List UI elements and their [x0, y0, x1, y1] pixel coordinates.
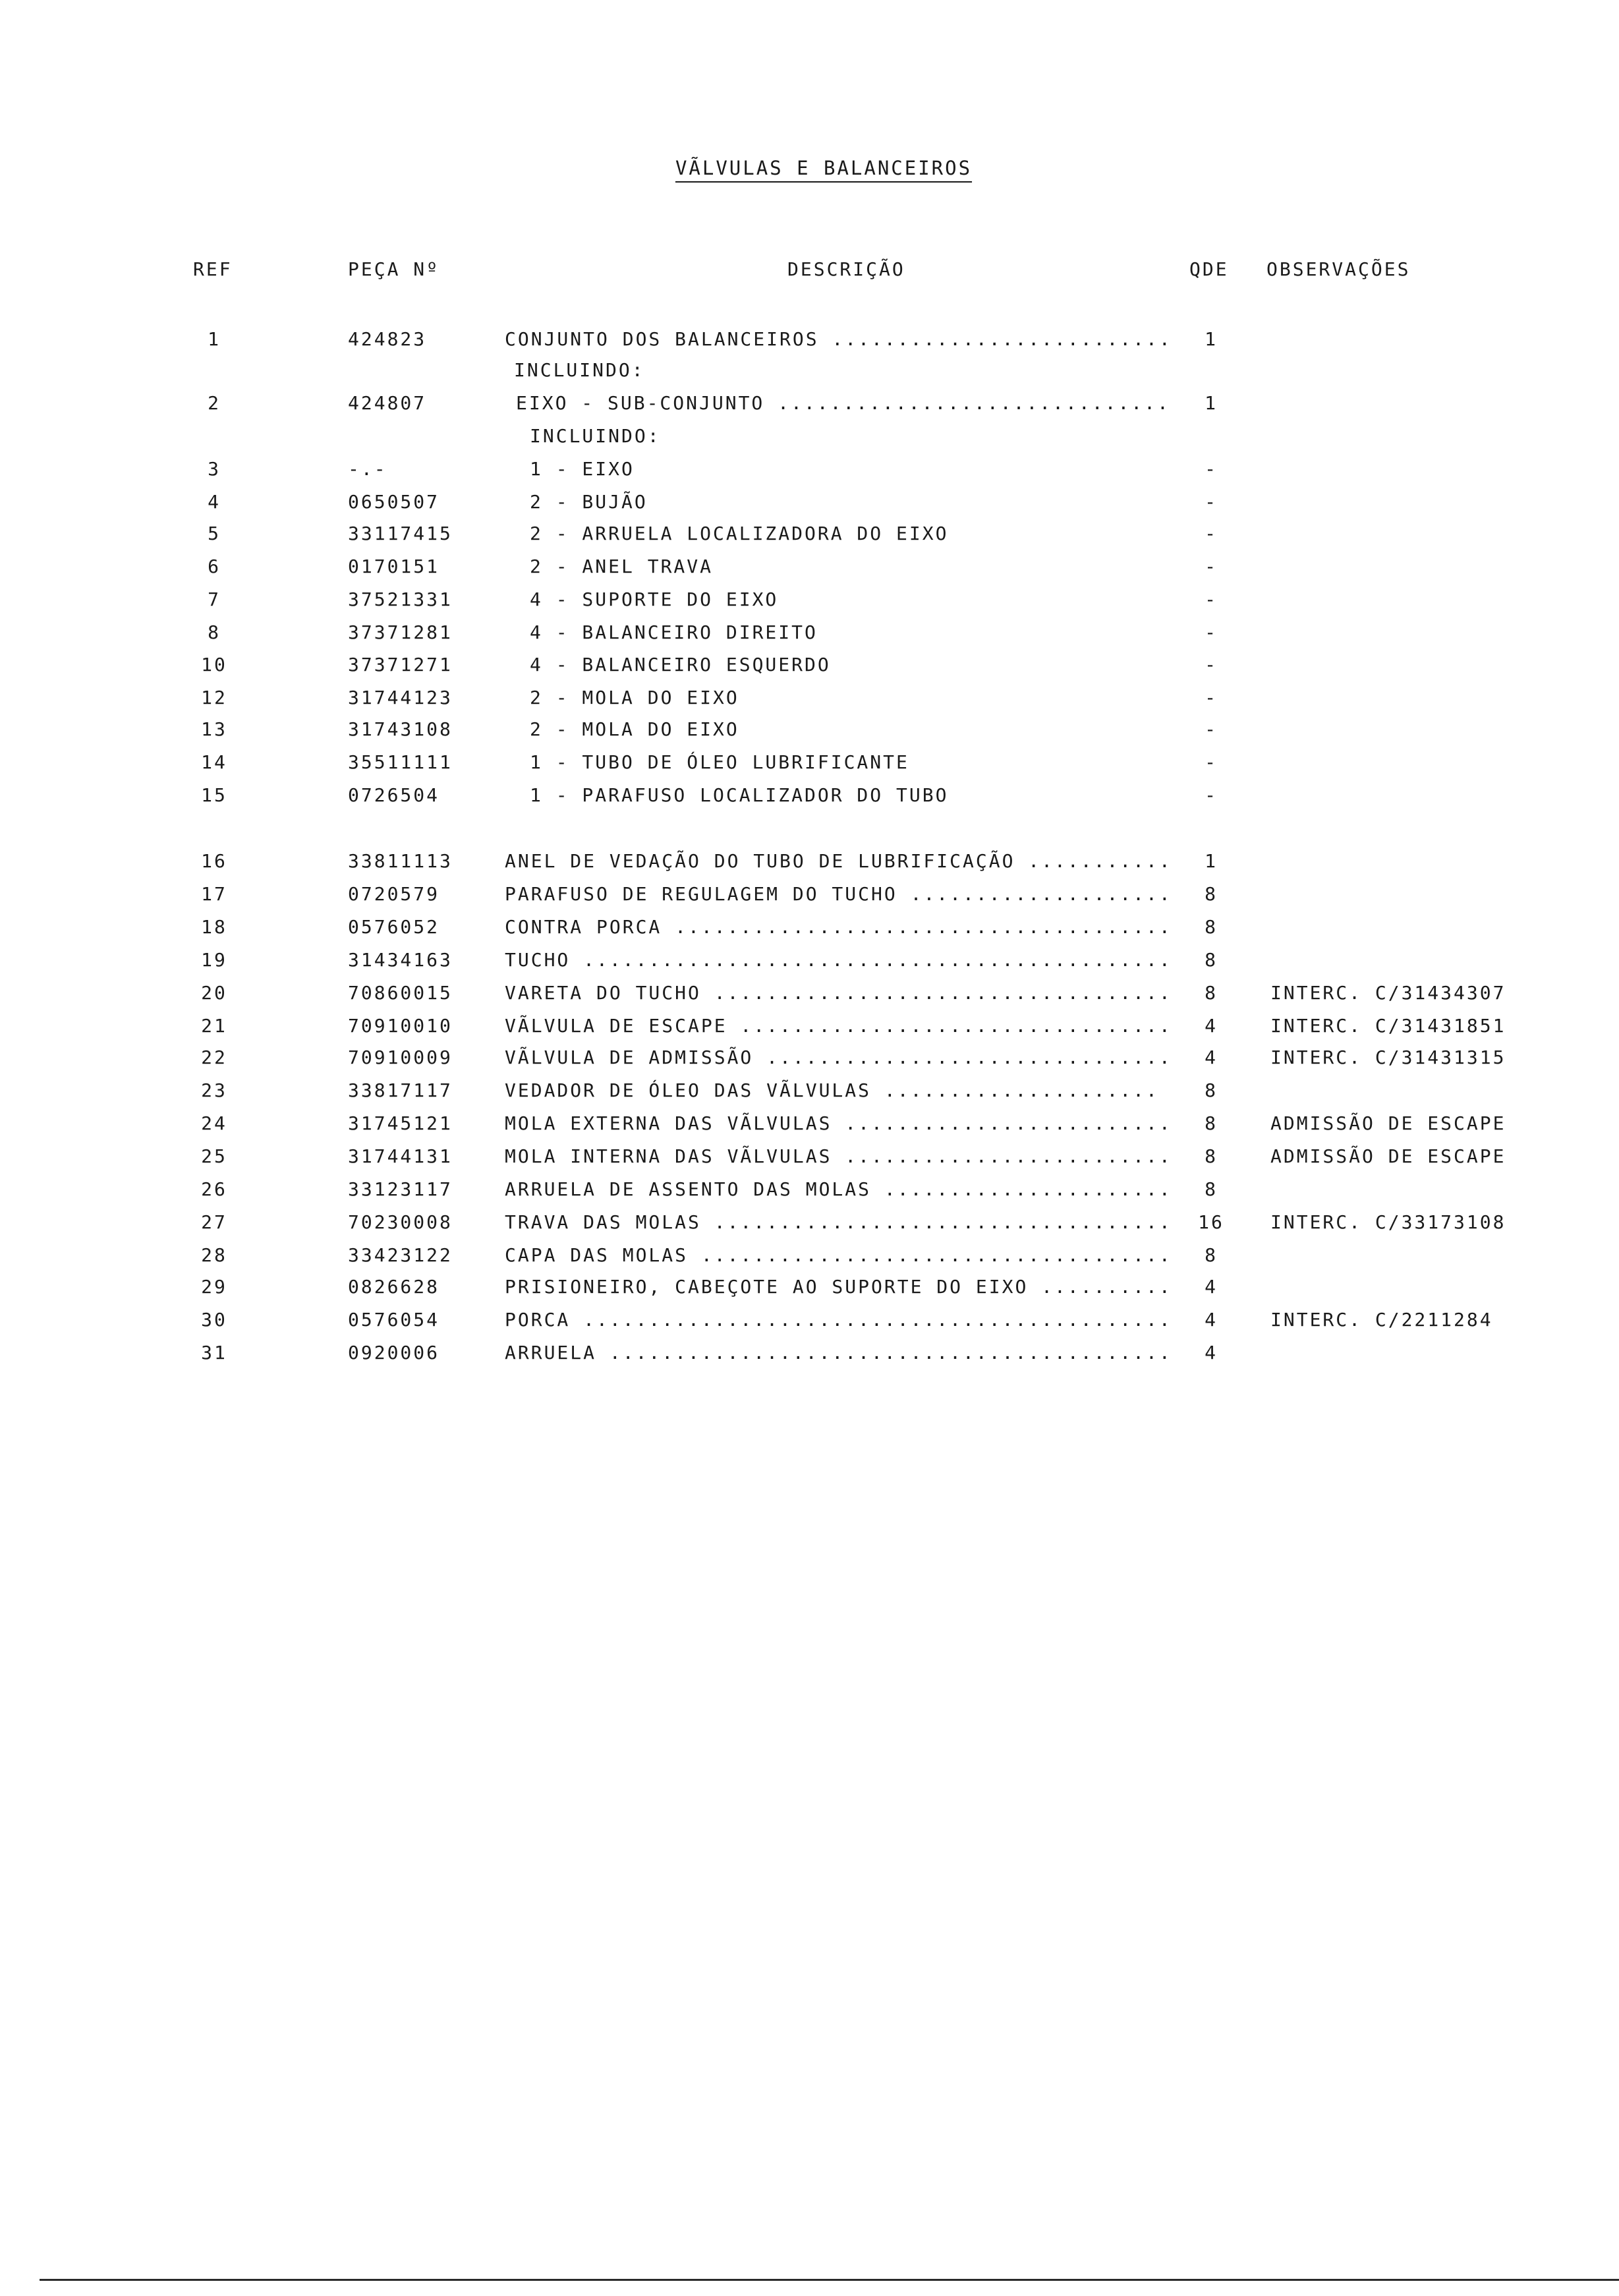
quantity-cell: 1 [1205, 850, 1218, 872]
ref-cell: 19 [201, 949, 227, 971]
header-quantity: QDE [1189, 258, 1229, 280]
part-number-cell: 31744131 [348, 1145, 453, 1167]
ref-cell: 15 [201, 784, 227, 806]
part-number-cell: -.- [348, 458, 387, 480]
part-number-cell: 70860015 [348, 982, 453, 1004]
description-cell: VEDADOR DE ÓLEO DAS VÃLVULAS ..................... [505, 1079, 1159, 1101]
description-cell: 4 - SUPORTE DO EIXO [530, 588, 779, 610]
ref-cell: 21 [201, 1015, 227, 1037]
table-row [0, 425, 1619, 458]
description-cell: VARETA DO TUCHO ................................... [505, 982, 1172, 1004]
part-number-cell: 37371271 [348, 654, 453, 675]
description-cell: TUCHO ............................................. [505, 949, 1172, 971]
quantity-cell: 4 [1205, 1276, 1218, 1298]
quantity-cell: - [1205, 523, 1218, 544]
description-cell: 2 - MOLA DO EIXO [530, 718, 739, 740]
table-row [0, 556, 1619, 588]
description-cell: INCLUINDO: [514, 359, 645, 381]
table-row [0, 916, 1619, 949]
part-number-cell: 0920006 [348, 1342, 440, 1363]
ref-cell: 24 [201, 1112, 227, 1134]
quantity-cell: 8 [1205, 1079, 1218, 1101]
part-number-cell: 0170151 [348, 556, 440, 577]
quantity-cell: 8 [1205, 1178, 1218, 1200]
description-cell: 1 - EIXO [530, 458, 635, 480]
table-row [0, 751, 1619, 784]
ref-cell: 26 [201, 1178, 227, 1200]
table-row [0, 883, 1619, 916]
part-number-cell: 37521331 [348, 588, 453, 610]
table-row [0, 1309, 1619, 1342]
description-cell: 2 - ARRUELA LOCALIZADORA DO EIXO [530, 523, 949, 544]
part-number-cell: 33811113 [348, 850, 453, 872]
description-cell: ARRUELA ........................................... [505, 1342, 1172, 1363]
quantity-cell: - [1205, 458, 1218, 480]
part-number-cell: 31434163 [348, 949, 453, 971]
description-cell: PORCA ............................................. [505, 1309, 1172, 1331]
header-observations: OBSERVAÇÕES [1266, 258, 1411, 280]
part-number-cell: 0576054 [348, 1309, 440, 1331]
ref-cell: 8 [208, 621, 221, 643]
observation-cell: INTERC. C/31434307 [1270, 982, 1506, 1004]
description-cell: VÃLVULA DE ESCAPE ................................. [505, 1015, 1172, 1037]
part-number-cell: 0726504 [348, 784, 440, 806]
description-cell: 2 - ANEL TRAVA [530, 556, 714, 577]
description-cell: 1 - PARAFUSO LOCALIZADOR DO TUBO [530, 784, 949, 806]
description-cell: CONJUNTO DOS BALANCEIROS .......................... [505, 328, 1172, 350]
table-row [0, 654, 1619, 687]
table-row [0, 621, 1619, 654]
description-cell: VÃLVULA DE ADMISSÃO ............................... [505, 1047, 1172, 1068]
quantity-cell: - [1205, 654, 1218, 675]
ref-cell: 2 [208, 392, 221, 414]
part-number-cell: 33423122 [348, 1244, 453, 1266]
part-number-cell: 70910009 [348, 1047, 453, 1068]
table-row [0, 784, 1619, 817]
ref-cell: 22 [201, 1047, 227, 1068]
part-number-cell: 0576052 [348, 916, 440, 938]
table-row [0, 392, 1619, 425]
ref-cell: 28 [201, 1244, 227, 1266]
ref-cell: 14 [201, 751, 227, 773]
description-cell: INCLUINDO: [530, 425, 661, 447]
description-cell: MOLA INTERNA DAS VÃLVULAS ......................... [505, 1145, 1172, 1167]
ref-cell: 1 [208, 328, 221, 350]
quantity-cell: 8 [1205, 1112, 1218, 1134]
quantity-cell: 16 [1198, 1211, 1224, 1233]
ref-cell: 6 [208, 556, 221, 577]
table-row [0, 718, 1619, 751]
table-row [0, 949, 1619, 982]
ref-cell: 4 [208, 491, 221, 513]
quantity-cell: - [1205, 687, 1218, 708]
part-number-cell: 31743108 [348, 718, 453, 740]
description-cell: PARAFUSO DE REGULAGEM DO TUCHO .................... [505, 883, 1172, 905]
part-number-cell: 33117415 [348, 523, 453, 544]
table-row [0, 982, 1619, 1015]
description-cell: 2 - MOLA DO EIXO [530, 687, 739, 708]
table-row [0, 687, 1619, 720]
quantity-cell: 1 [1205, 328, 1218, 350]
ref-cell: 13 [201, 718, 227, 740]
description-cell: ARRUELA DE ASSENTO DAS MOLAS ...................... [505, 1178, 1172, 1200]
quantity-cell: - [1205, 718, 1218, 740]
header-ref: REF [193, 258, 233, 280]
part-number-cell: 33817117 [348, 1079, 453, 1101]
table-row [0, 1112, 1619, 1145]
table-row [0, 1145, 1619, 1178]
ref-cell: 29 [201, 1276, 227, 1298]
quantity-cell: 4 [1205, 1047, 1218, 1068]
table-row [0, 1244, 1619, 1277]
part-number-cell: 33123117 [348, 1178, 453, 1200]
observation-cell: ADMISSÃO DE ESCAPE [1270, 1145, 1506, 1167]
part-number-cell: 424807 [348, 392, 427, 414]
observation-cell: INTERC. C/31431315 [1270, 1047, 1506, 1068]
table-row [0, 491, 1619, 524]
ref-cell: 7 [208, 588, 221, 610]
part-number-cell: 70230008 [348, 1211, 453, 1233]
part-number-cell: 37371281 [348, 621, 453, 643]
quantity-cell: 4 [1205, 1015, 1218, 1037]
ref-cell: 18 [201, 916, 227, 938]
quantity-cell: - [1205, 751, 1218, 773]
quantity-cell: 4 [1205, 1309, 1218, 1331]
description-cell: EIXO - SUB-CONJUNTO .............................. [516, 392, 1170, 414]
ref-cell: 10 [201, 654, 227, 675]
part-number-cell: 424823 [348, 328, 427, 350]
table-row [0, 588, 1619, 621]
part-number-cell: 0720579 [348, 883, 440, 905]
table-row [0, 1047, 1619, 1079]
quantity-cell: 8 [1205, 883, 1218, 905]
part-number-cell: 70910010 [348, 1015, 453, 1037]
part-number-cell: 0826628 [348, 1276, 440, 1298]
bottom-rule [40, 2279, 1619, 2281]
ref-cell: 3 [208, 458, 221, 480]
table-row [0, 458, 1619, 491]
ref-cell: 23 [201, 1079, 227, 1101]
quantity-cell: 1 [1205, 392, 1218, 414]
quantity-cell: 4 [1205, 1342, 1218, 1363]
ref-cell: 5 [208, 523, 221, 544]
description-cell: ANEL DE VEDAÇÃO DO TUBO DE LUBRIFICAÇÃO ........... [505, 850, 1172, 872]
table-row [0, 328, 1619, 361]
quantity-cell: 8 [1205, 949, 1218, 971]
ref-cell: 16 [201, 850, 227, 872]
part-number-cell: 31744123 [348, 687, 453, 708]
part-number-cell: 0650507 [348, 491, 440, 513]
quantity-cell: - [1205, 588, 1218, 610]
description-cell: MOLA EXTERNA DAS VÃLVULAS ......................... [505, 1112, 1172, 1134]
observation-cell: INTERC. C/33173108 [1270, 1211, 1506, 1233]
table-row [0, 850, 1619, 883]
table-row [0, 359, 1619, 392]
table-row [0, 1178, 1619, 1211]
observation-cell: ADMISSÃO DE ESCAPE [1270, 1112, 1506, 1134]
quantity-cell: - [1205, 621, 1218, 643]
description-cell: 4 - BALANCEIRO DIREITO [530, 621, 818, 643]
description-cell: TRAVA DAS MOLAS ................................... [505, 1211, 1172, 1233]
header-part-number: PEÇA Nº [348, 258, 440, 280]
table-row [0, 523, 1619, 556]
observation-cell: INTERC. C/2211284 [1270, 1309, 1493, 1331]
description-cell: PRISIONEIRO, CABEÇOTE AO SUPORTE DO EIXO .......... [505, 1276, 1172, 1298]
table-row [0, 1342, 1619, 1375]
quantity-cell: 8 [1205, 1145, 1218, 1167]
quantity-cell: - [1205, 784, 1218, 806]
table-row [0, 1211, 1619, 1244]
description-cell: CONTRA PORCA ...................................... [505, 916, 1172, 938]
table-row [0, 1079, 1619, 1112]
ref-cell: 12 [201, 687, 227, 708]
ref-cell: 17 [201, 883, 227, 905]
quantity-cell: 8 [1205, 916, 1218, 938]
header-description: DESCRIÇÃO [787, 258, 905, 280]
ref-cell: 25 [201, 1145, 227, 1167]
table-row [0, 1276, 1619, 1309]
description-cell: 1 - TUBO DE ÓLEO LUBRIFICANTE [530, 751, 909, 773]
ref-cell: 27 [201, 1211, 227, 1233]
observation-cell: INTERC. C/31431851 [1270, 1015, 1506, 1037]
ref-cell: 30 [201, 1309, 227, 1331]
ref-cell: 31 [201, 1342, 227, 1363]
quantity-cell: 8 [1205, 1244, 1218, 1266]
part-number-cell: 31745121 [348, 1112, 453, 1134]
part-number-cell: 35511111 [348, 751, 453, 773]
description-cell: 2 - BUJÃO [530, 491, 648, 513]
description-cell: CAPA DAS MOLAS .................................... [505, 1244, 1172, 1266]
quantity-cell: - [1205, 491, 1218, 513]
ref-cell: 20 [201, 982, 227, 1004]
quantity-cell: 8 [1205, 982, 1218, 1004]
table-row [0, 1015, 1619, 1048]
quantity-cell: - [1205, 556, 1218, 577]
description-cell: 4 - BALANCEIRO ESQUERDO [530, 654, 831, 675]
page-title: VÃLVULAS E BALANCEIROS [675, 157, 973, 179]
